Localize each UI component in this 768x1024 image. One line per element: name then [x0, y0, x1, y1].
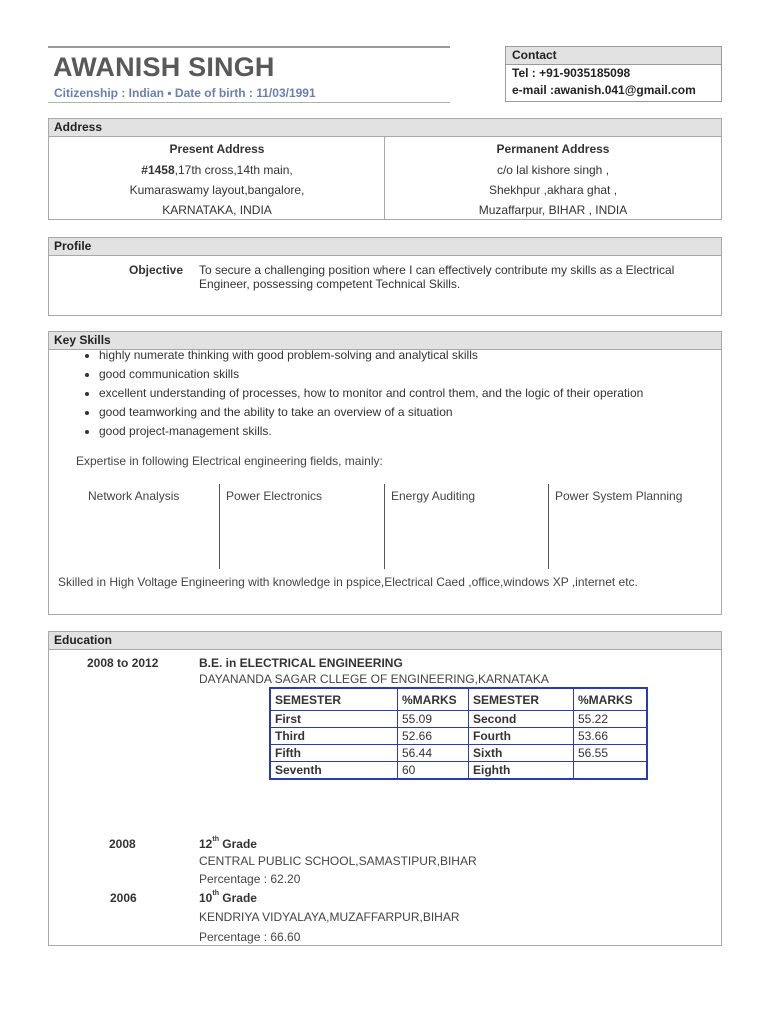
semester-cell: Second [469, 711, 574, 728]
field-power-electronics: Power Electronics [226, 489, 323, 503]
table-row [270, 728, 647, 745]
skilled-in-text: Skilled in High Voltage Engineering with knowledge in pspice,Electrical Caed ,office,windows XP ,internet etc. [58, 575, 638, 589]
header-rule [48, 46, 450, 48]
candidate-name: AWANISH SINGH [53, 52, 275, 82]
header-cell: SEMESTER [469, 688, 574, 711]
tenth-year: 2006 [110, 891, 137, 905]
present-house-number: #1458 [141, 163, 175, 177]
tenth-grade [199, 891, 257, 905]
table-row [270, 745, 647, 762]
tenth-percentage: Percentage : 66.60 [199, 930, 301, 944]
twelfth-grade-number: 12 [199, 837, 213, 851]
expertise-intro: Expertise in following Electrical engineering fields, mainly: [76, 454, 383, 468]
tenth-school: KENDRIYA VIDYALAYA,MUZAFFARPUR,BIHAR [199, 910, 460, 924]
twelfth-grade-suffix: th [212, 836, 219, 843]
permanent-address-line2: Shekhpur ,akhara ghat , [488, 183, 618, 197]
twelfth-percentage: Percentage : 62.20 [199, 872, 301, 886]
objective-label: Objective [129, 263, 184, 277]
field-power-system-planning: Power System Planning [555, 489, 683, 503]
semester-cell: Third [270, 728, 398, 745]
tenth-grade-suffix: th [212, 890, 219, 897]
be-college: DAYANANDA SAGAR CLLEGE OF ENGINEERING,KARNATAKA [199, 672, 549, 686]
skill-item: • good teamworking and the ability to take an overview of a situation [99, 403, 643, 422]
profile-section [48, 237, 722, 316]
header-cell: %MARKS [398, 688, 469, 711]
permanent-address-line1: c/o lal kishore singh , [496, 163, 610, 177]
be-degree: B.E. in ELECTRICAL ENGINEERING [199, 656, 403, 670]
twelfth-school: CENTRAL PUBLIC SCHOOL,SAMASTIPUR,BIHAR [199, 854, 477, 868]
semester-cell: Fifth [270, 745, 398, 762]
contact-tel: Tel : +91-9035185098 [512, 66, 631, 80]
marks-cell: 52.66 [398, 728, 469, 745]
be-years: 2008 to 2012 [87, 656, 159, 670]
twelfth-year: 2008 [109, 837, 136, 851]
present-address-title: Present Address [169, 142, 265, 156]
permanent-address-line3: Muzaffarpur, BIHAR , INDIA [478, 203, 628, 217]
skill-item: • good communication skills [99, 365, 643, 384]
contact-email: e-mail :awanish.041@gmail.com [512, 83, 696, 97]
skills-list [77, 346, 643, 441]
profile-title: Profile [49, 238, 721, 256]
skill-item: • highly numerate thinking with good problem-solving and analytical skills [99, 346, 643, 365]
objective-text: To secure a challenging position where I can effectively contribute my skills as a Electrical Engineer, possessing competent Technical Skills. [199, 263, 675, 291]
present-address [49, 137, 385, 220]
permanent-address [385, 137, 721, 220]
education-title: Education [49, 632, 721, 650]
table-row [270, 711, 647, 728]
education-section [48, 631, 722, 946]
key-skills-title: Key Skills [49, 332, 721, 350]
marks-cell: 56.55 [574, 745, 648, 762]
marks-cell: 60 [398, 762, 469, 780]
key-skills-section [48, 331, 722, 615]
twelfth-grade [199, 837, 257, 851]
semester-cell: Fourth [469, 728, 574, 745]
field-divider [219, 484, 220, 569]
marks-cell: 55.22 [574, 711, 648, 728]
marks-cell: 56.44 [398, 745, 469, 762]
field-network-analysis: Network Analysis [88, 489, 180, 503]
present-address-line1-rest: ,17th cross,14th main, [174, 163, 293, 177]
header-cell: SEMESTER [270, 688, 398, 711]
subline-rule [48, 102, 450, 103]
skill-item: • good project-management skills. [99, 422, 643, 441]
tenth-grade-number: 10 [199, 891, 213, 905]
contact-box [505, 46, 722, 102]
skill-item: • excellent understanding of processes, how to monitor and control them, and the logic of their operation [99, 384, 643, 403]
twelfth-grade-word: Grade [218, 837, 257, 851]
semester-cell: First [270, 711, 398, 728]
marks-header-row [270, 688, 647, 711]
semester-cell: Sixth [469, 745, 574, 762]
field-energy-auditing: Energy Auditing [391, 489, 476, 503]
address-section [48, 118, 722, 220]
present-address-line1 [49, 160, 385, 180]
tenth-grade-word: Grade [218, 891, 257, 905]
table-row [270, 762, 647, 780]
present-address-line2: Kumaraswamy layout,bangalore, [129, 183, 305, 197]
semester-cell: Eighth [469, 762, 574, 780]
marks-cell: 53.66 [574, 728, 648, 745]
marks-cell: 55.09 [398, 711, 469, 728]
address-title: Address [49, 119, 721, 137]
semester-marks-table [269, 687, 648, 780]
header-cell: %MARKS [574, 688, 648, 711]
permanent-address-title: Permanent Address [496, 142, 610, 156]
field-divider [548, 484, 549, 569]
field-divider [384, 484, 385, 569]
citizenship-dob: Citizenship : Indian ▪ Date of birth : 11/03/1991 [54, 86, 316, 100]
contact-title: Contact [506, 47, 721, 65]
marks-cell [574, 762, 648, 780]
semester-cell: Seventh [270, 762, 398, 780]
present-address-line3: KARNATAKA, INDIA [162, 203, 272, 217]
